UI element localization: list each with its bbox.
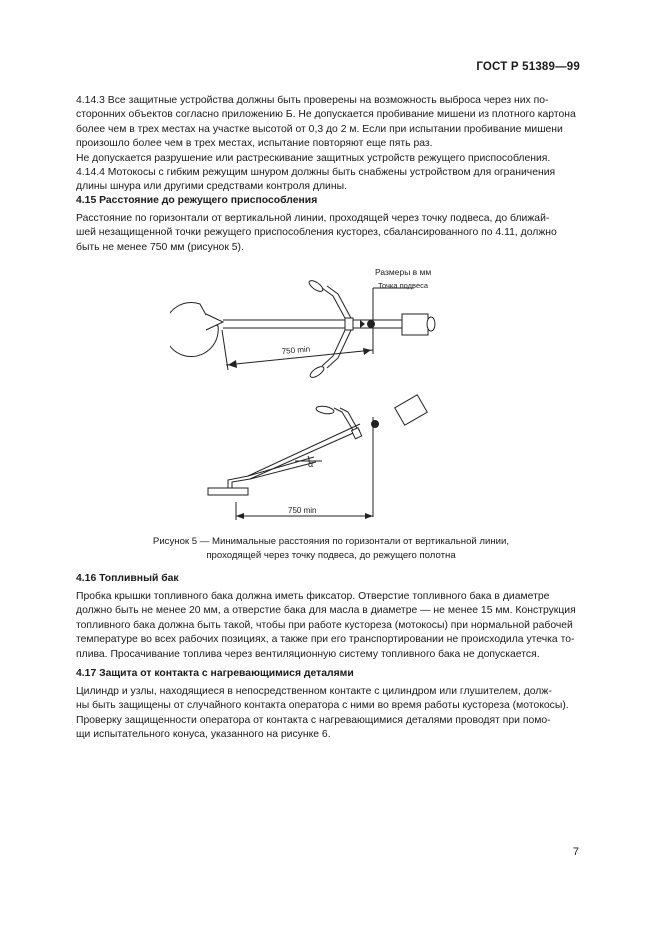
cutting-blade-top <box>170 303 218 357</box>
text-line: топливного бака должна быть такой, чтобы при работе кустореза (мотокосы) при нормальной рабочей <box>76 619 573 631</box>
page-number: 7 <box>572 846 579 858</box>
pivot-point-side <box>372 421 379 428</box>
text-line: произошло более чем в трех местах, испытание повторяют еще пять раз. <box>76 138 433 150</box>
section-heading-4-16: 4.16 Топливный бак <box>76 573 179 584</box>
text-line: сторонних объектов согласно приложению Б. Не допускается пробивание мишени из плотного картона <box>76 109 576 121</box>
caption-line: проходящей через точку подвеса, до режущего полотна <box>206 550 456 561</box>
text-line: Цилиндр и узлы, находящиеся в непосредственном контакте с цилиндром или глушителем, долж- <box>76 686 552 697</box>
text-line: плива. Просачивание топлива через вентиляционную систему топливного бака не допускается. <box>76 648 540 660</box>
figure-5-diagram <box>170 262 470 527</box>
text-line: 4.14.3 Все защитные устройства должны быть проверены на возможность выброса через них по- <box>76 95 549 106</box>
text-line: температуре во всех рабочих позициях, а также при его транспортировании не происходила утечка то- <box>76 634 575 646</box>
text-line: Не допускается разрушение или растрескивание защитных устройств режущего приспособления. <box>76 152 551 164</box>
units-label: Размеры в мм <box>375 267 432 277</box>
engine-side <box>395 395 428 425</box>
text-line: более чем в трех местах на участке высотой от 0,3 до 2 м. Если при испытании пробивание мишени <box>76 123 563 135</box>
section-heading-4-15: 4.15 Расстояние до режущего приспособления <box>76 195 318 206</box>
pivot-label: Точка подвеса <box>378 281 429 290</box>
text-line: Проверку защищенности оператора от контакта с нагревающимися деталями проводят при помо- <box>76 714 551 726</box>
dimension-top-label: 750 min <box>281 344 311 356</box>
text-line: щи испытательного конуса, указанного на рисунке 6. <box>76 729 331 741</box>
cutting-blade-side <box>208 488 248 495</box>
text-line: ны быть защищены от случайного контакта оператора с ними во время работы кустореза (мотокосы). <box>76 700 569 712</box>
text-line: должно быть не менее 20 мм, а отверстие бака для масла в диаметре — не менее 15 мм. Конструкция <box>76 605 576 617</box>
paragraph-4-17 <box>76 685 586 743</box>
angle-label: α <box>308 459 314 469</box>
text-line: длины шнура или другими средствами контроля длины. <box>76 181 347 193</box>
text-line: 4.14.4 Мотокосы с гибким режущим шнуром должны быть снабжены устройством для ограничения <box>76 167 556 179</box>
section-heading-4-17: 4.17 Защита от контакта с нагревающимися деталями <box>76 668 354 679</box>
text-line: быть не менее 750 мм (рисунок 5). <box>76 241 244 253</box>
text-line: Пробка крышки топливного бака должна иметь фиксатор. Отверстие топливного бака в диаметре <box>76 591 550 602</box>
caption-line: Рисунок 5 — Минимальные расстояния по горизонтали от вертикальной линии, <box>152 536 510 547</box>
figure-caption <box>76 535 586 563</box>
engine-top <box>402 314 428 335</box>
text-line: шей незащищенной точки режущего приспособления кусторез, сбалансированного по 4.11, должно <box>76 227 557 239</box>
paragraph-4-16 <box>76 590 586 662</box>
paragraph-4-15 <box>76 212 586 255</box>
paragraph-4-14-3 <box>76 94 586 195</box>
dimension-bottom-label: 750 min <box>288 506 317 515</box>
document-id: ГОСТ Р 51389—99 <box>476 61 580 73</box>
text-line: Расстояние по горизонтали от вертикальной линии, проходящей через точку подвеса, до ближай- <box>76 213 550 224</box>
